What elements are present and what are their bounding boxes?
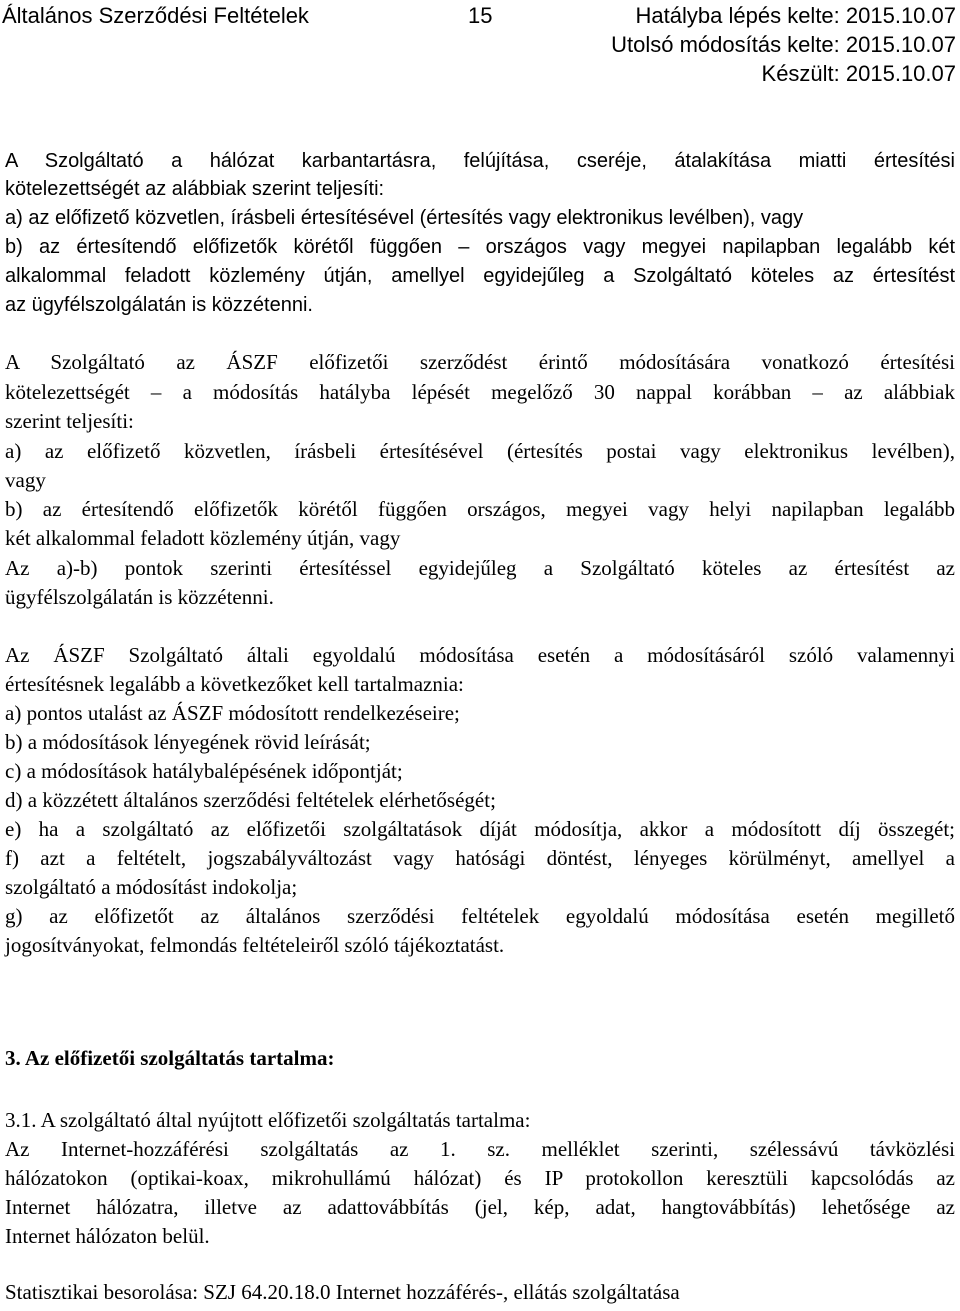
modification-line: szerint teljesíti: [5,409,134,433]
service-line: Az Internet-hozzáférési szolgáltatás az 1. sz. melléklet szerinti, szélessávú távközlési [5,1137,955,1161]
effective-date: Hatályba lépés kelte: 2015.10.07 [635,3,956,28]
created-date: Készült: 2015.10.07 [761,61,956,86]
maintenance-line: A Szolgáltató a hálózat karbantartásra, felújítása, cseréje, átalakítása miatti értesítési [5,150,955,172]
modification-line: vagy [5,468,46,492]
statistical-classification: Statisztikai besorolása: SZJ 64.20.18.0 Internet hozzáférés-, ellátás szolgáltatása [5,1280,680,1304]
maintenance-line: b) az értesítendő előfizetők körétől függően – országos vagy megyei napilapban legalább két [5,236,955,258]
unilateral-line: g) az előfizetőt az általános szerződési feltételek egyoldalú módosítása esetén megillető [5,904,955,928]
maintenance-line: a) az előfizető közvetlen, írásbeli értesítésével (értesítés vagy elektronikus levélben), vagy [5,207,804,229]
service-line: Internet hálózatra, illetve az adattovábbítás (jel, kép, adat, hangtovábbítás) lehetősége az [5,1195,955,1219]
unilateral-line: f) azt a feltételt, jogszabályváltozást vagy hatósági döntést, lényeges körülményt, amellyel a [5,846,955,870]
unilateral-line: jogosítványokat, felmondás feltételeiről szóló tájékoztatást. [5,933,505,957]
section-heading: 3. Az előfizetői szolgáltatás tartalma: [5,1046,335,1070]
service-line: Internet hálózaton belül. [5,1224,210,1248]
maintenance-line: alkalommal feladott közlemény útján, amellyel egyidejűleg a Szolgáltató köteles az értesítést [5,265,955,287]
modification-line: b) az értesítendő előfizetők körétől függően országos, megyei vagy helyi napilapban legalább [5,497,955,521]
unilateral-line: Az ÁSZF Szolgáltató általi egyoldalú módosítása esetén a módosításáról szóló valamennyi [5,643,955,667]
unilateral-line: c) a módosítások hatálybalépésének időpontját; [5,759,403,783]
unilateral-line: értesítésnek legalább a következőket kell tartalmaznia: [5,672,464,696]
unilateral-line: e) ha a szolgáltató az előfizetői szolgáltatások díját módosítja, akkor a módosított díj összegét; [5,817,955,841]
unilateral-line: a) pontos utalást az ÁSZF módosított rendelkezéseire; [5,701,460,725]
modification-line: két alkalommal feladott közlemény útján, vagy [5,526,401,550]
page-number: 15 [468,3,493,28]
unilateral-line: szolgáltató a módosítást indokolja; [5,875,298,899]
document-title: Általános Szerződési Feltételek [2,3,309,28]
modification-line: kötelezettségét – a módosítás hatályba lépését megelőző 30 nappal korábban – az alábbiak [5,380,955,404]
maintenance-line: kötelezettségét az alábbiak szerint teljesíti: [5,178,385,200]
unilateral-line: d) a közzétett általános szerződési feltételek elérhetőségét; [5,788,496,812]
maintenance-line: az ügyfélszolgálatán is közzétenni. [5,294,313,316]
modification-line: A Szolgáltató az ÁSZF előfizetői szerződést érintő módosítására vonatkozó értesítési [5,350,955,374]
modification-line: a) az előfizető közvetlen, írásbeli értesítésével (értesítés postai vagy elektronikus levélben), [5,439,955,463]
modification-line: ügyfélszolgálatán is közzétenni. [5,585,274,609]
modification-line: Az a)-b) pontok szerinti értesítéssel egyidejűleg a Szolgáltató köteles az értesítést az [5,556,955,580]
last-modified-date: Utolsó módosítás kelte: 2015.10.07 [611,32,956,57]
service-line: hálózatokon (optikai-koax, mikrohullámú hálózat) és IP protokollon keresztüli kapcsolódás az [5,1166,955,1190]
section-subheading: 3.1. A szolgáltató által nyújtott előfizetői szolgáltatás tartalma: [5,1108,531,1132]
unilateral-line: b) a módosítások lényegének rövid leírását; [5,730,371,754]
